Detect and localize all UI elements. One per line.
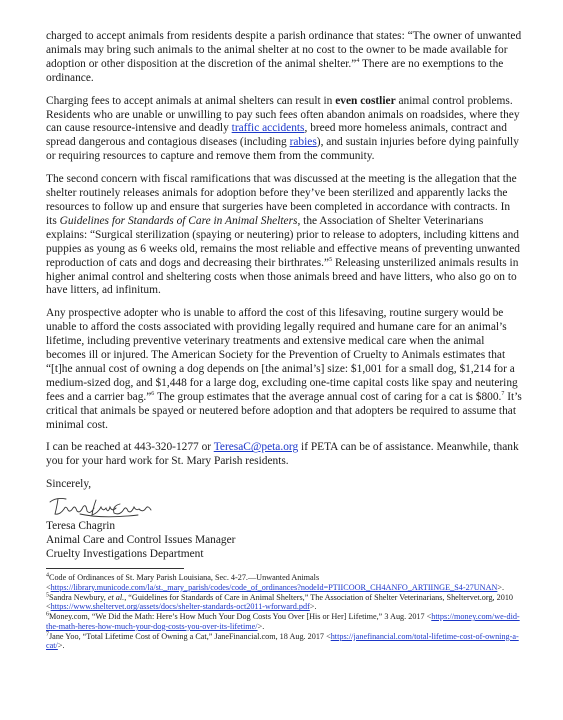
footnote-5: [46, 593, 523, 613]
paragraph-text: There are no exemptions to the ordinance.: [46, 57, 504, 84]
footnote-link[interactable]: https://janefinancial.com/total-lifetime-cost-of-owning-a-cat/: [46, 631, 519, 651]
footnote-number: 7: [46, 630, 49, 637]
footnote-text: >.: [57, 641, 65, 651]
footnote-6: [46, 612, 523, 632]
paragraph-fees: [46, 95, 523, 165]
paragraph-text: I can be reached at 443-320-1277 or: [46, 441, 214, 454]
paragraph-contact: [46, 441, 523, 469]
footnote-number: 4: [46, 572, 49, 579]
signer-title: Animal Care and Control Issues Manager: [46, 534, 236, 547]
footnote-ref[interactable]: 4: [356, 58, 360, 65]
footnote-link[interactable]: https://www.sheltervet.org/assets/docs/shelter-standards-oct2011-wforward.pdf: [50, 602, 310, 612]
paragraph-text: Charging fees to accept animals at animal shelters can result in: [46, 94, 336, 107]
emphasis-text: even costlier: [335, 94, 396, 107]
footnote-text: , “Guidelines for Standards of Care in Animal Shelters,” The Association of Shelter Veterinarians, Sheltervet.org, 2010 <: [46, 592, 514, 612]
paragraph-text: , the Association of Shelter Veterinarians explains: “Surgical sterilization (spaying or neutering) prior to release to adopters, including kittens and puppies as young as 6 weeks old, remains the most reliable and effective means of preventing unwanted reproduction of cats and dogs and decreasing their birthrates.”: [46, 214, 520, 269]
paragraph-ordinance: [46, 30, 523, 86]
paragraph-text: ), and sustain injuries before dying painfully or requiring resources to capture and remove them from the community.: [46, 136, 519, 163]
paragraph-adoption-costs: [46, 307, 523, 432]
footnote-ref[interactable]: 5: [329, 256, 333, 263]
publication-title: Guidelines for Standards of Care in Animal Shelters: [59, 214, 298, 227]
paragraph-text: charged to accept animals from residents despite a parish ordinance that states: “The owner of unwanted animals may bring such animals to the animal shelter at no cost to the owner to be made available for adoption or other disposition at the discretion of the animal shelter.”: [46, 30, 522, 70]
signature-block: [46, 478, 523, 562]
footnote-text: >.: [257, 621, 265, 631]
footnote-divider: [46, 568, 184, 569]
footnote-text: Money.com, “We Did the Math: Here’s How Much Your Dog Costs You Over [His or Her] Lifetime,” 3 Aug. 2017 <: [49, 612, 432, 622]
footnote-4: [46, 573, 523, 593]
paragraph-text: Releasing unsterilized animals results in higher animal control and sheltering costs when those animals breed and have litters, who also go on to have litters, ad infinitum.: [46, 256, 519, 297]
traffic-accidents-link[interactable]: traffic accidents: [231, 122, 305, 135]
footnote-link[interactable]: https://library.municode.com/la/st._mary_parish/codes/code_of_ordinances?nodeId=PTIICOOR_CH4ANFO_ARTIINGE_S4-27UNAN: [50, 582, 498, 592]
paragraph-text: The group estimates that the average annual cost of caring for a cat is $800.: [154, 390, 502, 403]
footnote-number: 5: [46, 591, 49, 598]
paragraph-text: It’s critical that animals be spayed or neutered before adoption and that adopters be required to assume that minimal cost.: [46, 390, 522, 431]
salutation: Sincerely,: [46, 478, 92, 491]
footnote-number: 6: [46, 611, 49, 618]
footnote-link[interactable]: https://money.com/we-did-the-math-heres-how-much-your-dog-costs-you-over-its-lifetime/: [46, 612, 520, 631]
paragraph-text: , breed more homeless animals, contract and spread dangerous and contagious diseases (including: [46, 122, 507, 149]
paragraph-text: The second concern with fiscal ramifications that was discussed at the meeting is the allegation that the shelter routinely releases animals for adoption before they’ve been sterilized and apparently lacks the resources to follow up and ensure that surgeries have been completed in accordance with contracts. In its: [46, 173, 517, 227]
paragraph-text: if PETA can be of assistance. Meanwhile, thank you for your hard work for St. Mary Parish residents.: [46, 441, 519, 468]
rabies-link[interactable]: rabies: [289, 136, 317, 149]
footnote-text: >.: [497, 582, 505, 592]
footnote-ref[interactable]: 6: [151, 390, 155, 397]
paragraph-text: animal control problems. Residents who are unable or unwilling to pay such fees often abandon animals on roadsides, where they can cause resource-intensive and deadly: [46, 94, 520, 135]
paragraph-sterilization: [46, 173, 523, 298]
footnote-text: >.: [309, 602, 317, 612]
footnote-text: Jane Yoo, “Total Lifetime Cost of Owning a Cat,” JaneFinancial.com, 18 Aug. 2017 <: [49, 631, 331, 641]
footnotes: [46, 573, 523, 651]
email-link[interactable]: TeresaC@peta.org: [213, 441, 299, 454]
footnote-text: et al.: [107, 592, 125, 602]
handwritten-signature: [46, 494, 523, 520]
signer-name: Teresa Chagrin: [46, 520, 116, 533]
footnote-7: [46, 632, 523, 652]
signer-department: Cruelty Investigations Department: [46, 548, 204, 560]
footnote-ref[interactable]: 7: [501, 390, 505, 397]
paragraph-text: Any prospective adopter who is unable to afford the cost of this lifesaving, routine surgery would be unable to afford the costs associated with providing legally required and humane care for an animal’s lifetime, including preventive veterinary treatments and extensive medical care when the animal becomes ill or injured. The American Society for the Prevention of Cruelty to Animals estimates that “[t]he annual cost of owning a dog depends on [the animal’s] size: $1,001 for a small dog, $1,214 for a medium-sized dog, and $1,448 for a large dog, excluding one-time capital costs like spay and neutering fees and a carrier bag.”: [46, 307, 518, 403]
footnote-text: Sandra Newbury,: [49, 592, 108, 602]
footnote-text: Code of Ordinances of St. Mary Parish Louisiana, Sec. 4-27.—Unwanted Animals <: [46, 572, 320, 592]
